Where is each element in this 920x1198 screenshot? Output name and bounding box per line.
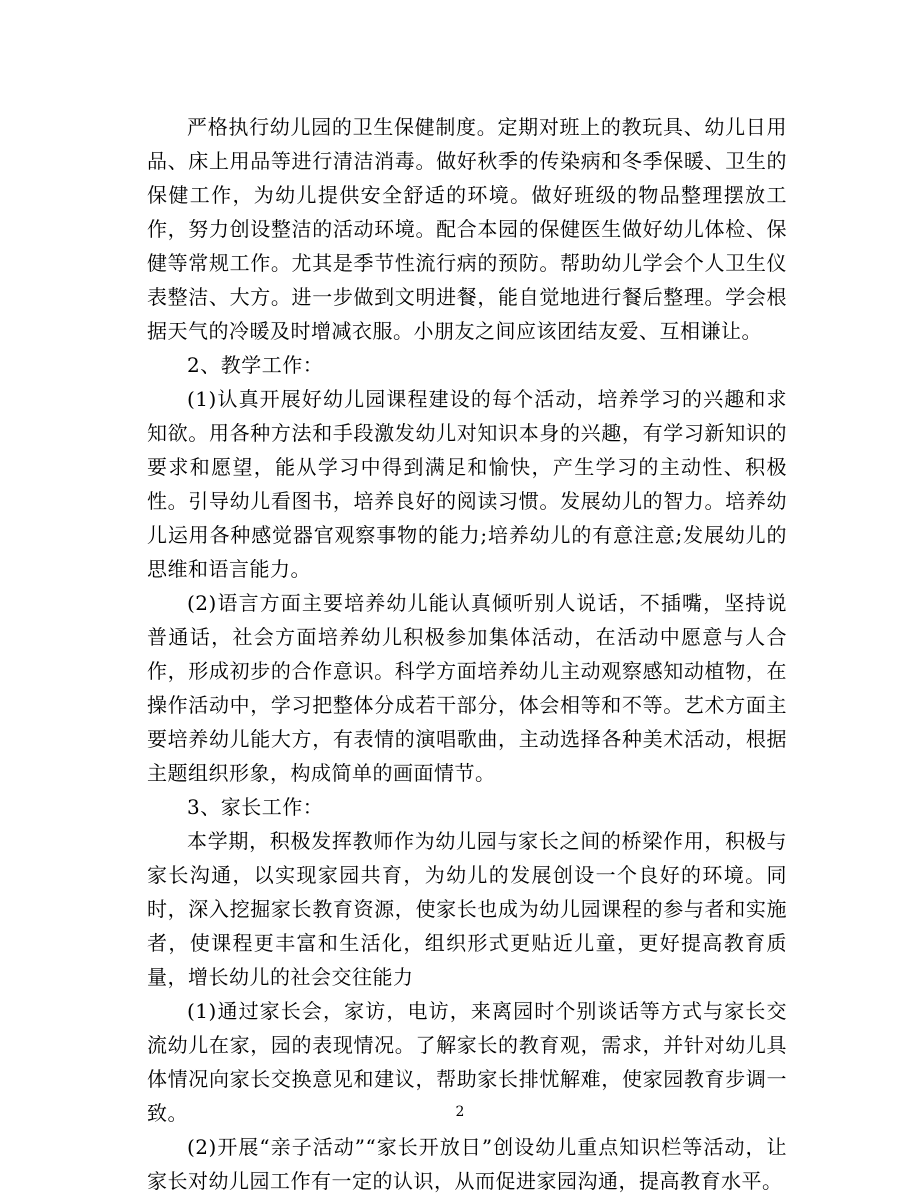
section-heading-teaching: 2、教学工作： bbox=[187, 353, 324, 377]
document-body bbox=[147, 110, 787, 1198]
paragraph-hygiene: 严格执行幼儿园的卫生保健制度。定期对班上的教玩具、幼儿日用品、床上用品等进行清洁消毒。做好秋季的传染病和冬季保暖、卫生的保健工作，为幼儿提供安全舒适的环境。做好班级的物品整理摆放工作，努力创设整洁的活动环境。配合本园的保健医生做好幼儿体检、保健等常规工作。尤其是季节性流行病的预防。帮助幼儿学会个人卫生仪表整洁、大方。进一步做到文明进餐，能自觉地进行餐后整理。学会根据天气的冷暖及时增减衣服。小朋友之间应该团结友爱、互相谦让。 bbox=[147, 115, 787, 343]
paragraph-parents-intro: 本学期，积极发挥教师作为幼儿园与家长之间的桥梁作用，积极与家长沟通，以实现家园共育，为幼儿的发展创设一个良好的环境。同时，深入挖掘家长教育资源，使家长也成为幼儿园课程的参与者和实施者，使课程更丰富和生活化，组织形式更贴近儿童，更好提高教育质量，增长幼儿的社会交往能力 bbox=[147, 829, 787, 989]
paragraph-teaching-1: (1)认真开展好幼儿园课程建设的每个活动，培养学习的兴趣和求知欲。用各种方法和手段激发幼儿对知识本身的兴趣，有学习新知识的要求和愿望，能从学习中得到满足和愉快，产生学习的主动性、积极性。引导幼儿看图书，培养良好的阅读习惯。发展幼儿的智力。培养幼儿运用各种感觉器官观察事物的能力;培养幼儿的有意注意;发展幼儿的思维和语言能力。 bbox=[147, 387, 787, 581]
section-heading-parents: 3、家长工作： bbox=[187, 795, 324, 819]
page-number: 2 bbox=[455, 1104, 465, 1120]
paragraph-parents-1: (1)通过家长会，家访，电访，来离园时个别谈话等方式与家长交流幼儿在家，园的表现情况。了解家长的教育观，需求，并针对幼儿具体情况向家长交换意见和建议，帮助家长排忧解难，使家园教育步调一致。 bbox=[147, 999, 787, 1125]
paragraph-teaching-2: (2)语言方面主要培养幼儿能认真倾听别人说话，不插嘴，坚持说普通话，社会方面培养幼儿积极参加集体活动，在活动中愿意与人合作，形成初步的合作意识。科学方面培养幼儿主动观察感知动植物，在操作活动中，学习把整体分成若干部分，体会相等和不等。艺术方面主要培养幼儿能大方，有表情的演唱歌曲，主动选择各种美术活动，根据主题组织形象，构成简单的画面情节。 bbox=[147, 591, 787, 785]
paragraph-parents-2: (2)开展“亲子活动”“家长开放日”创设幼儿重点知识栏等活动，让家长对幼儿园工作有一定的认识，从而促进家园沟通，提高教育水平。 bbox=[147, 1135, 787, 1193]
